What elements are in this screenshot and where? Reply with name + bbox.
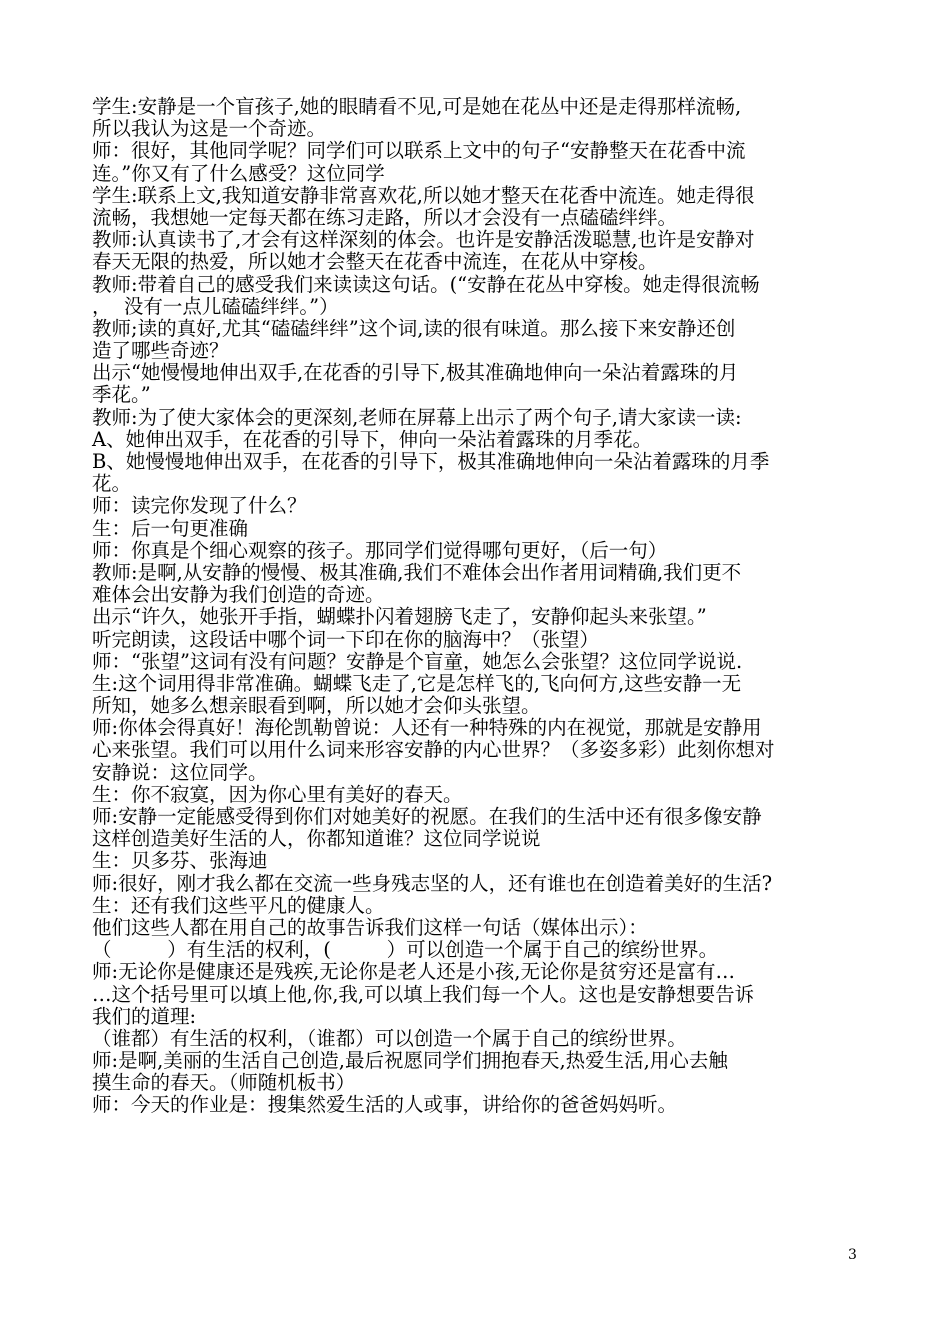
text-line: 教师:带着自己的感受我们来读读这句话。(“安静在花丛中穿梭。她走得很流畅: [92, 272, 760, 296]
text-line: 师:安静一定能感受得到你们对她美好的祝愿。在我们的生活中还有很多像安静: [92, 805, 762, 828]
text-line: 学生:联系上文,我知道安静非常喜欢花,所以她才整天在花香中流连。她走得很: [92, 183, 755, 207]
text-line: 学生:安静是一个盲孩子,她的眼睛看不见,可是她在花丛中还是走得那样流畅,: [92, 95, 742, 118]
text-line: 安静说：这位同学。: [92, 760, 268, 784]
text-line: 造了哪些奇迹？: [92, 339, 229, 363]
text-line: 听完朗读，这段话中哪个词一下印在你的脑海中？（张望）: [92, 627, 600, 651]
text-line: 生：还有我们这些平凡的健康人。: [92, 893, 385, 917]
text-line: 师：你真是个细心观察的孩子。那同学们觉得哪句更好，（后一句）: [92, 538, 668, 562]
text-line: ， 没有一点儿磕磕绊绊。”）: [92, 294, 339, 318]
text-line: 师:你体会得真好！海伦凯勒曾说：人还有一种特殊的内在视觉，那就是安静用: [92, 716, 762, 740]
text-line: 出示“许久，她张开手指，蝴蝶扑闪着翅膀飞走了，安静仰起头来张望。”: [92, 605, 707, 629]
text-line: 出示“她慢慢地伸出双手,在花香的引导下,极其准确地伸向一朵沾着露珠的月: [92, 361, 739, 385]
text-line: 师:很好，刚才我么都在交流一些身残志坚的人，还有谁也在创造着美好的生活?: [92, 871, 773, 895]
text-line: 所知，她多么想亲眼看到啊，所以她才会仰头张望。: [92, 694, 541, 718]
text-line: 师:无论你是健康还是残疾,无论你是老人还是小孩,无论你是贫穷还是富有…: [92, 960, 735, 984]
text-line: 流畅，我想她一定每天都在练习走路，所以才会没有一点磕磕绊绊。: [92, 205, 678, 229]
page-number: 3: [848, 1247, 857, 1263]
text-line: …这个括号里可以填上他,你,我,可以填上我们每一个人。这也是安静想要告诉: [92, 982, 755, 1006]
text-line: A、她伸出双手，在花香的引导下，伸向一朵沾着露珠的月季花。: [92, 427, 653, 451]
text-line: 教师:为了使大家体会的更深刻,老师在屏幕上出示了两个句子,请大家读一读:: [92, 405, 742, 429]
text-line: 教师;读的真好,尤其“磕磕绊绊”这个词,读的很有味道。那么接下来安静还创: [92, 316, 736, 340]
text-line: 教师:认真读书了,才会有这样深刻的体会。也许是安静活泼聪慧,也许是安静对: [92, 228, 755, 252]
text-line: 生:这个词用得非常准确。蝴蝶飞走了,它是怎样飞的,飞向何方,这些安静一无: [92, 671, 742, 695]
text-line: （ ）有生活的权利，( ）可以创造一个属于自己的缤纷世界。: [92, 938, 719, 962]
text-line: 他们这些人都在用自己的故事告诉我们这样一句话（媒体出示）：: [92, 915, 648, 939]
text-line: 师：今天的作业是：搜集然爱生活的人或事，讲给你的爸爸妈妈听。: [92, 1093, 678, 1117]
text-line: 师:是啊,美丽的生活自己创造,最后祝愿同学们拥抱春天,热爱生活,用心去触: [92, 1049, 728, 1073]
text-line: 连。”你又有了什么感受？这位同学: [92, 161, 385, 185]
text-line: 春天无限的热爱，所以她才会整天在花香中流连，在花从中穿梭。: [92, 250, 658, 274]
text-line: 这样创造美好生活的人，你都知道谁？这位同学说说: [92, 827, 541, 851]
text-line: B、她慢慢地伸出双手，在花香的引导下，极其准确地伸向一朵沾着露珠的月季: [92, 450, 770, 473]
text-line: 难体会出安静为我们创造的奇迹。: [92, 583, 385, 607]
text-line: 生：贝多芬、张海迪: [92, 849, 268, 873]
text-line: 季花。”: [92, 383, 151, 407]
text-line: 所以我认为这是一个奇迹。: [92, 117, 327, 141]
text-line: 生：后一句更准确: [92, 516, 249, 540]
text-line: 师：很好，其他同学呢？同学们可以联系上文中的句子“安静整天在花香中流: [92, 139, 746, 163]
text-line: （谁都）有生活的权利，（谁都）可以创造一个属于自己的缤纷世界。: [92, 1026, 687, 1050]
text-line: 心来张望。我们可以用什么词来形容安静的内心世界？（多姿多彩）此刻你想对: [92, 738, 775, 762]
body-text: [92, 96, 862, 1117]
text-line: 我们的道理:: [92, 1004, 197, 1028]
text-line: 生：你不寂寞，因为你心里有美好的春天。: [92, 782, 463, 806]
text-line: 师：读完你发现了什么？: [92, 494, 307, 518]
text-line: 教师:是啊,从安静的慢慢、极其准确,我们不难体会出作者用词精确,我们更不: [92, 560, 742, 584]
text-line: 花。: [92, 472, 132, 496]
text-line: 师：“张望”这词有没有问题？安静是个盲童，她怎么会张望？这位同学说说.: [92, 649, 743, 673]
text-line: 摸生命的春天。（师随机板书）: [92, 1071, 356, 1095]
